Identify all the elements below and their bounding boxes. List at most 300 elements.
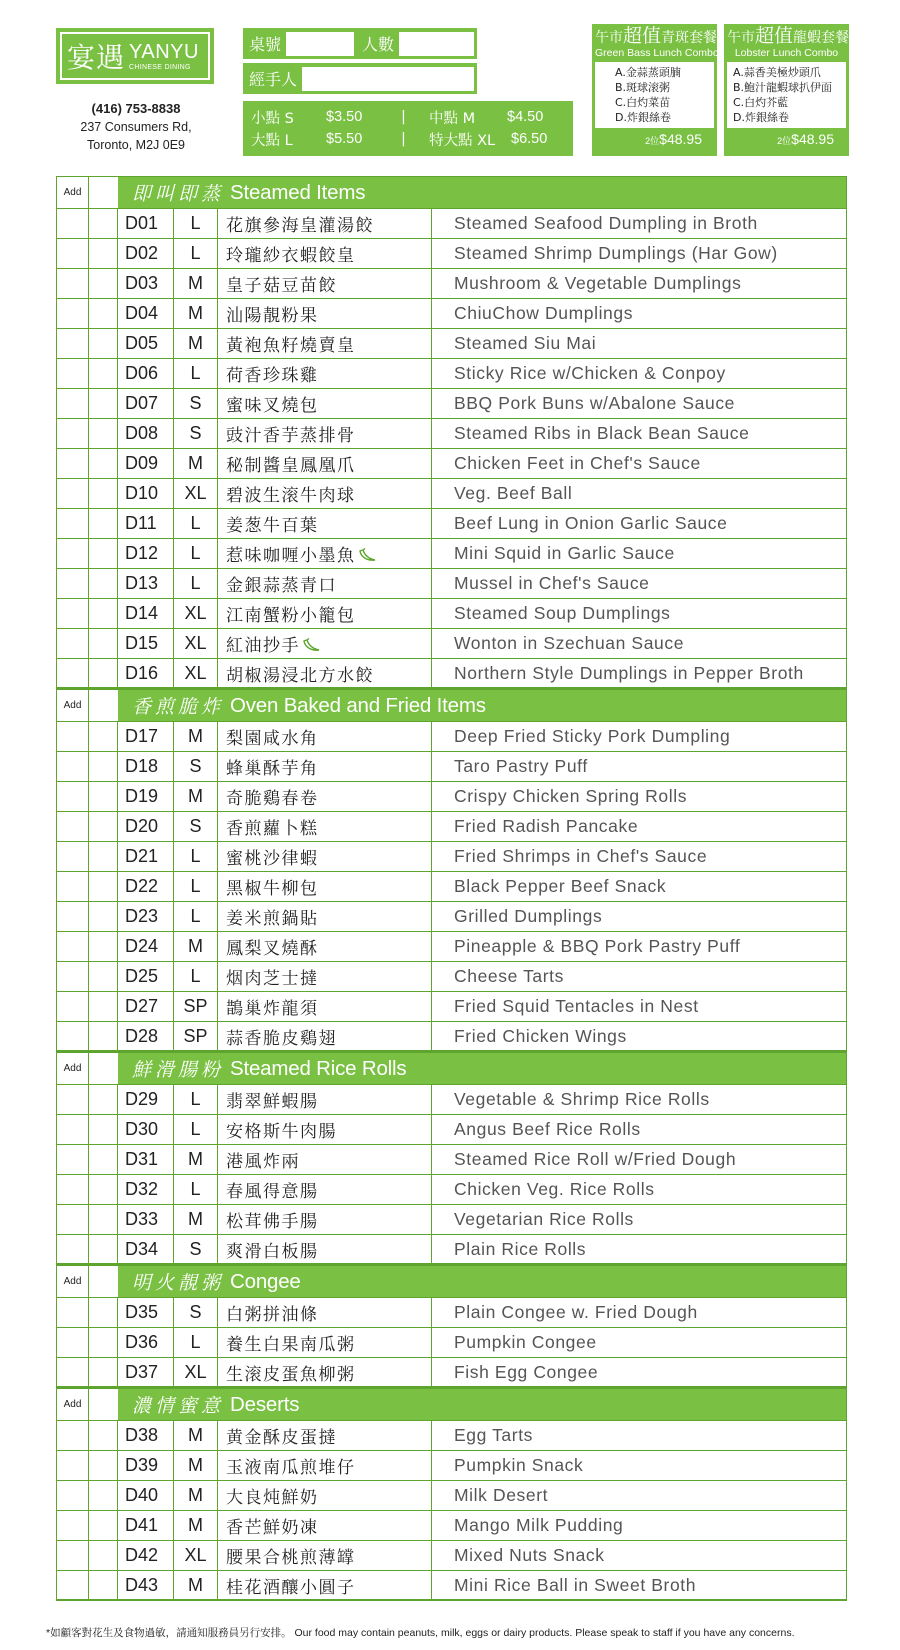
item-code: D31 xyxy=(118,1145,174,1174)
section-title-english: Steamed Rice Rolls xyxy=(230,1056,407,1080)
section-title-bar xyxy=(118,690,846,721)
item-code: D07 xyxy=(118,389,174,418)
check-cell[interactable] xyxy=(89,1451,118,1480)
size-price: $3.50 xyxy=(326,109,363,125)
people-count-field[interactable] xyxy=(399,32,474,56)
combo-item: D.炸銀絲卷 xyxy=(733,111,789,124)
section-title-bar xyxy=(118,177,846,208)
add-quantity-cell[interactable] xyxy=(57,569,89,598)
item-name-chinese xyxy=(218,269,432,298)
item-code: D03 xyxy=(118,269,174,298)
check-cell[interactable] xyxy=(89,932,118,961)
menu-item-row xyxy=(56,782,847,812)
item-code: D02 xyxy=(118,239,174,268)
add-quantity-cell[interactable] xyxy=(57,1541,89,1570)
item-name-english: Steamed Rice Roll w/Fried Dough xyxy=(454,1149,737,1169)
menu-table xyxy=(56,176,847,1601)
add-quantity-cell[interactable] xyxy=(57,962,89,991)
item-size: S xyxy=(174,812,218,841)
section-add-label: Add xyxy=(57,1053,89,1084)
size-price: $4.50 xyxy=(507,109,544,125)
add-quantity-cell[interactable] xyxy=(57,992,89,1021)
menu-item-row xyxy=(56,269,847,299)
item-code: D33 xyxy=(118,1205,174,1234)
item-name-chinese-text: 胡椒湯浸北方水餃 xyxy=(226,665,374,686)
item-name-english: Fried Squid Tentacles in Nest xyxy=(454,996,699,1016)
add-quantity-cell[interactable] xyxy=(57,269,89,298)
add-quantity-cell[interactable] xyxy=(57,239,89,268)
combo-item: A.蒜香美極炒頭爪 xyxy=(733,66,821,79)
item-name-english: Beef Lung in Onion Garlic Sauce xyxy=(454,513,728,533)
check-cell[interactable] xyxy=(89,1511,118,1540)
pepper-icon xyxy=(302,637,322,651)
add-quantity-cell[interactable] xyxy=(57,722,89,751)
item-name-english: Pumpkin Snack xyxy=(454,1455,584,1475)
item-name-chinese xyxy=(218,872,432,901)
address-line-1: 237 Consumers Rd, xyxy=(80,120,192,134)
item-name-chinese xyxy=(218,209,432,238)
item-name-english: Plain Congee w. Fried Dough xyxy=(454,1302,698,1322)
add-quantity-cell[interactable] xyxy=(57,1085,89,1114)
item-name-english: Cheese Tarts xyxy=(454,966,564,986)
item-name-chinese-text: 姜米煎鍋貼 xyxy=(226,909,319,929)
item-size: L xyxy=(174,1115,218,1144)
item-code: D39 xyxy=(118,1451,174,1480)
item-code: D04 xyxy=(118,299,174,328)
item-size: M xyxy=(174,1145,218,1174)
item-size: M xyxy=(174,1421,218,1450)
item-name-chinese-text: 奇脆鷄春卷 xyxy=(226,789,319,809)
add-quantity-cell[interactable] xyxy=(57,1115,89,1144)
size-name: 特大點 XL xyxy=(429,132,496,149)
menu-item-row xyxy=(56,1085,847,1115)
check-cell[interactable] xyxy=(89,722,118,751)
add-quantity-cell[interactable] xyxy=(57,1328,89,1357)
check-cell[interactable] xyxy=(89,1022,118,1050)
menu-item-row xyxy=(56,599,847,629)
item-name-chinese xyxy=(218,509,432,538)
item-name-chinese-text: 松茸佛手腸 xyxy=(226,1212,319,1232)
check-cell[interactable] xyxy=(89,599,118,628)
section-check-cell xyxy=(89,1266,118,1297)
item-name-english: Mini Squid in Garlic Sauce xyxy=(454,543,675,563)
item-name-chinese-text: 紅油抄手 xyxy=(226,636,300,656)
check-cell[interactable] xyxy=(89,992,118,1021)
item-name-chinese xyxy=(218,902,432,931)
check-cell[interactable] xyxy=(89,1541,118,1570)
item-code: D10 xyxy=(118,479,174,508)
add-quantity-cell[interactable] xyxy=(57,812,89,841)
item-size: M xyxy=(174,1481,218,1510)
item-size: L xyxy=(174,872,218,901)
item-name-chinese xyxy=(218,479,432,508)
combo-title-suffix: 龍蝦套餐 xyxy=(793,30,850,46)
item-name-chinese-text: 蜜味叉燒包 xyxy=(226,396,319,416)
item-name-chinese xyxy=(218,842,432,871)
item-name-english: Fish Egg Congee xyxy=(454,1361,599,1382)
item-size: M xyxy=(174,722,218,751)
item-name-english: Steamed Siu Mai xyxy=(454,333,597,353)
item-code: D37 xyxy=(118,1358,174,1386)
menu-item-row xyxy=(56,299,847,329)
combo-title-highlight: 超值 xyxy=(623,25,662,47)
add-quantity-cell[interactable] xyxy=(57,1145,89,1174)
item-code: D29 xyxy=(118,1085,174,1114)
item-name-chinese xyxy=(218,569,432,598)
check-cell[interactable] xyxy=(89,629,118,658)
item-size: SP xyxy=(174,992,218,1021)
item-code: D41 xyxy=(118,1511,174,1540)
add-quantity-cell[interactable] xyxy=(57,1205,89,1234)
menu-item-row xyxy=(56,1358,847,1388)
add-quantity-cell[interactable] xyxy=(57,539,89,568)
item-name-chinese-text: 生滚皮蛋魚柳粥 xyxy=(226,1364,356,1385)
item-name-chinese xyxy=(218,1145,432,1174)
item-name-chinese-text: 蜂巢酥芋角 xyxy=(226,759,319,779)
check-cell[interactable] xyxy=(89,569,118,598)
item-name-chinese xyxy=(218,659,432,687)
menu-item-row xyxy=(56,329,847,359)
check-cell[interactable] xyxy=(89,842,118,871)
item-name-chinese-text: 安格斯牛肉腸 xyxy=(226,1122,337,1142)
section-title-english: Steamed Items xyxy=(230,180,366,204)
item-name-english: Vegetarian Rice Rolls xyxy=(454,1209,634,1229)
add-quantity-cell[interactable] xyxy=(57,1451,89,1480)
item-name-english: Mushroom & Vegetable Dumplings xyxy=(454,273,742,293)
item-name-chinese-text: 腰果合桃煎薄罉 xyxy=(226,1548,356,1568)
item-name-chinese xyxy=(218,1022,432,1050)
menu-item-row xyxy=(56,1298,847,1328)
check-cell[interactable] xyxy=(89,1328,118,1357)
item-name-chinese-text: 養生白果南瓜粥 xyxy=(226,1335,356,1355)
item-name-chinese xyxy=(218,449,432,478)
section-title-chinese: 香煎脆炸 xyxy=(132,696,225,718)
item-code: D42 xyxy=(118,1541,174,1570)
item-name-english: ChiuChow Dumplings xyxy=(454,303,634,323)
item-name-chinese xyxy=(218,962,432,991)
item-size: L xyxy=(174,1328,218,1357)
add-quantity-cell[interactable] xyxy=(57,389,89,418)
item-name-english: Wonton in Szechuan Sauce xyxy=(454,633,685,653)
size-large xyxy=(251,129,401,150)
check-cell[interactable] xyxy=(89,872,118,901)
add-quantity-cell[interactable] xyxy=(57,1298,89,1327)
add-quantity-cell[interactable] xyxy=(57,479,89,508)
menu-item-row xyxy=(56,539,847,569)
add-quantity-cell[interactable] xyxy=(57,1481,89,1510)
item-size: L xyxy=(174,1085,218,1114)
add-quantity-cell[interactable] xyxy=(57,329,89,358)
item-name-english: Pumpkin Congee xyxy=(454,1332,597,1352)
item-code: D12 xyxy=(118,539,174,568)
item-name-chinese xyxy=(218,992,432,1021)
section-add-label: Add xyxy=(57,1266,89,1297)
combo-item-list xyxy=(595,62,714,128)
add-quantity-cell[interactable] xyxy=(57,752,89,781)
check-cell[interactable] xyxy=(89,239,118,268)
item-name-chinese xyxy=(218,1328,432,1357)
item-size: S xyxy=(174,1298,218,1327)
item-code: D08 xyxy=(118,419,174,448)
add-quantity-cell[interactable] xyxy=(57,932,89,961)
item-name-chinese-text: 香煎蘿卜糕 xyxy=(226,819,319,839)
item-name-chinese-text: 玉液南瓜煎堆仔 xyxy=(226,1458,356,1478)
section-check-cell xyxy=(89,690,118,721)
item-name-chinese-text: 鵲巢炸龍須 xyxy=(226,999,319,1019)
item-code: D05 xyxy=(118,329,174,358)
item-name-english: Egg Tarts xyxy=(454,1425,534,1445)
logo-frame xyxy=(60,32,210,80)
add-quantity-cell[interactable] xyxy=(57,782,89,811)
section-title-chinese: 明火靚粥 xyxy=(132,1272,225,1294)
combo-subtitle: Green Bass Lunch Combo xyxy=(595,47,719,59)
add-quantity-cell[interactable] xyxy=(57,209,89,238)
combo-item: B.斑球滚粥 xyxy=(615,81,671,94)
section-check-cell xyxy=(89,177,118,208)
item-name-chinese-text: 玲瓏紗衣蝦餃皇 xyxy=(226,246,356,266)
check-cell[interactable] xyxy=(89,1298,118,1327)
menu-item-row xyxy=(56,629,847,659)
section-title-chinese: 濃情蜜意 xyxy=(132,1395,225,1417)
item-code: D32 xyxy=(118,1175,174,1204)
item-name-english: Mini Rice Ball in Sweet Broth xyxy=(454,1574,697,1595)
server-row xyxy=(243,63,477,94)
menu-item-row xyxy=(56,449,847,479)
check-cell[interactable] xyxy=(89,752,118,781)
section-header xyxy=(56,1388,847,1421)
add-quantity-cell[interactable] xyxy=(57,902,89,931)
check-cell[interactable] xyxy=(89,389,118,418)
item-code: D11 xyxy=(118,509,174,538)
item-name-chinese-text: 黃袍魚籽燒賣皇 xyxy=(226,336,356,356)
check-cell[interactable] xyxy=(89,1358,118,1386)
item-name-english: Steamed Shrimp Dumplings (Har Gow) xyxy=(454,243,778,263)
add-quantity-cell[interactable] xyxy=(57,299,89,328)
size-extra-large xyxy=(429,129,547,150)
add-quantity-cell[interactable] xyxy=(57,842,89,871)
add-quantity-cell[interactable] xyxy=(57,509,89,538)
item-name-chinese-text: 黄金酥皮蛋撻 xyxy=(226,1428,337,1448)
check-cell[interactable] xyxy=(89,1571,118,1599)
item-size: XL xyxy=(174,479,218,508)
check-cell[interactable] xyxy=(89,659,118,687)
item-size: M xyxy=(174,1451,218,1480)
check-cell[interactable] xyxy=(89,812,118,841)
item-name-chinese xyxy=(218,1205,432,1234)
item-name-english: Chicken Veg. Rice Rolls xyxy=(454,1179,655,1199)
item-name-chinese-text: 碧波生滚牛肉球 xyxy=(226,486,356,506)
item-code: D14 xyxy=(118,599,174,628)
section-title-bar xyxy=(118,1389,846,1420)
combo-item: A.金蒜蒸頭腩 xyxy=(615,66,681,79)
section-check-cell xyxy=(89,1389,118,1420)
section-title-english: Deserts xyxy=(230,1392,300,1416)
combo-subtitle: Lobster Lunch Combo xyxy=(734,47,839,59)
item-name-english: Fried Shrimps in Chef's Sauce xyxy=(454,846,708,866)
order-form xyxy=(243,28,477,98)
check-cell[interactable] xyxy=(89,902,118,931)
check-cell[interactable] xyxy=(89,269,118,298)
server-label: 經手人 xyxy=(249,70,298,89)
item-code: D25 xyxy=(118,962,174,991)
item-size: XL xyxy=(174,659,218,687)
check-cell[interactable] xyxy=(89,1175,118,1204)
size-name: 中點 M xyxy=(429,110,476,127)
check-cell[interactable] xyxy=(89,479,118,508)
size-price: $5.50 xyxy=(326,131,363,147)
section-title-chinese: 鮮滑腸粉 xyxy=(132,1059,225,1081)
menu-item-row xyxy=(56,902,847,932)
check-cell[interactable] xyxy=(89,539,118,568)
item-code: D17 xyxy=(118,722,174,751)
item-name-english: Mussel in Chef's Sauce xyxy=(454,573,650,593)
add-quantity-cell[interactable] xyxy=(57,659,89,687)
item-code: D13 xyxy=(118,569,174,598)
size-separator: | xyxy=(401,109,406,125)
add-quantity-cell[interactable] xyxy=(57,1175,89,1204)
add-quantity-cell[interactable] xyxy=(57,1421,89,1450)
menu-item-row xyxy=(56,239,847,269)
check-cell[interactable] xyxy=(89,449,118,478)
add-quantity-cell[interactable] xyxy=(57,599,89,628)
table-number-field[interactable] xyxy=(286,32,354,56)
item-name-chinese xyxy=(218,1358,432,1386)
size-name: 大點 L xyxy=(251,132,293,149)
item-size: M xyxy=(174,782,218,811)
check-cell[interactable] xyxy=(89,209,118,238)
add-quantity-cell[interactable] xyxy=(57,1235,89,1263)
add-quantity-cell[interactable] xyxy=(57,1571,89,1599)
section-add-label: Add xyxy=(57,690,89,721)
item-name-chinese-text: 花旗參海皇灌湯餃 xyxy=(226,216,374,236)
add-quantity-cell[interactable] xyxy=(57,1511,89,1540)
item-name-chinese xyxy=(218,629,432,658)
item-code: D36 xyxy=(118,1328,174,1357)
address-line-2: Toronto, M2J 0E9 xyxy=(87,138,185,152)
item-name-chinese-text: 蜜桃沙律蝦 xyxy=(226,849,319,869)
size-name: 小點 S xyxy=(251,110,294,127)
combo-price-value: $48.95 xyxy=(791,131,834,147)
combo-item-list xyxy=(727,62,846,128)
item-code: D38 xyxy=(118,1421,174,1450)
item-size: M xyxy=(174,1511,218,1540)
item-name-english: Chicken Feet in Chef's Sauce xyxy=(454,453,701,473)
add-quantity-cell[interactable] xyxy=(57,419,89,448)
menu-item-row xyxy=(56,1235,847,1265)
menu-item-row xyxy=(56,1481,847,1511)
menu-item-row xyxy=(56,1571,847,1601)
combo-title xyxy=(727,25,850,47)
item-name-chinese-text: 皇子菇豆苗餃 xyxy=(226,276,337,296)
item-size: XL xyxy=(174,629,218,658)
item-name-chinese xyxy=(218,1085,432,1114)
add-quantity-cell[interactable] xyxy=(57,629,89,658)
item-name-english: Milk Desert xyxy=(454,1485,549,1505)
item-name-chinese xyxy=(218,1298,432,1327)
contact-info xyxy=(56,100,216,154)
pepper-icon xyxy=(358,547,378,561)
check-cell[interactable] xyxy=(89,1145,118,1174)
item-size: M xyxy=(174,1571,218,1599)
item-name-chinese-text: 爽滑白板腸 xyxy=(226,1241,319,1262)
item-code: D28 xyxy=(118,1022,174,1050)
green-bass-combo xyxy=(592,24,717,156)
item-size: L xyxy=(174,509,218,538)
item-code: D40 xyxy=(118,1481,174,1510)
menu-item-row xyxy=(56,992,847,1022)
check-cell[interactable] xyxy=(89,962,118,991)
combo-price xyxy=(595,128,714,152)
item-name-english: Black Pepper Beef Snack xyxy=(454,876,667,896)
item-name-chinese-text: 翡翠鮮蝦腸 xyxy=(226,1092,319,1112)
section-title-english: Congee xyxy=(230,1269,301,1293)
section-header xyxy=(56,1265,847,1298)
item-name-chinese-text: 烟肉芝士撻 xyxy=(226,969,319,989)
item-name-chinese xyxy=(218,1541,432,1570)
section-title-chinese: 即叫即蒸 xyxy=(132,183,225,205)
item-size: L xyxy=(174,842,218,871)
item-size: M xyxy=(174,329,218,358)
section-add-label: Add xyxy=(57,177,89,208)
item-size: SP xyxy=(174,1022,218,1050)
item-name-english: Steamed Soup Dumplings xyxy=(454,603,671,623)
logo-english-name: YANYU xyxy=(129,40,199,63)
menu-item-row xyxy=(56,1451,847,1481)
add-quantity-cell[interactable] xyxy=(57,1022,89,1050)
size-price-row xyxy=(251,106,565,128)
menu-item-row xyxy=(56,1328,847,1358)
server-field[interactable] xyxy=(302,67,474,91)
check-cell[interactable] xyxy=(89,782,118,811)
item-name-chinese xyxy=(218,1451,432,1480)
logo-chinese-name: 宴遇 xyxy=(67,41,126,74)
item-name-chinese xyxy=(218,1175,432,1204)
check-cell[interactable] xyxy=(89,419,118,448)
allergy-footnote: *如顧客對花生及食物過敏，請通知服務員另行安排。 Our food may contain peanuts, milk, eggs or dairy products. Please speak to staff if you have any concerns. xyxy=(46,1627,795,1639)
item-name-english: Crispy Chicken Spring Rolls xyxy=(454,786,688,806)
check-cell[interactable] xyxy=(89,1085,118,1114)
add-quantity-cell[interactable] xyxy=(57,1358,89,1386)
add-quantity-cell[interactable] xyxy=(57,872,89,901)
menu-item-row xyxy=(56,209,847,239)
check-cell[interactable] xyxy=(89,359,118,388)
item-name-chinese-text: 金銀蒜蒸青口 xyxy=(226,576,337,596)
menu-item-row xyxy=(56,962,847,992)
check-cell[interactable] xyxy=(89,1205,118,1234)
check-cell[interactable] xyxy=(89,509,118,538)
check-cell[interactable] xyxy=(89,1235,118,1263)
check-cell[interactable] xyxy=(89,1115,118,1144)
item-code: D34 xyxy=(118,1235,174,1263)
table-number-label: 桌號 xyxy=(249,35,282,54)
item-name-chinese xyxy=(218,1421,432,1450)
item-size: S xyxy=(174,419,218,448)
item-name-chinese xyxy=(218,1571,432,1599)
item-size: M xyxy=(174,932,218,961)
item-name-english: Pineapple & BBQ Pork Pastry Puff xyxy=(454,936,741,956)
check-cell[interactable] xyxy=(89,329,118,358)
check-cell[interactable] xyxy=(89,1481,118,1510)
check-cell[interactable] xyxy=(89,1421,118,1450)
item-name-english: Veg. Beef Ball xyxy=(454,483,573,503)
add-quantity-cell[interactable] xyxy=(57,359,89,388)
check-cell[interactable] xyxy=(89,299,118,328)
item-name-chinese-text: 鳳梨叉燒酥 xyxy=(226,939,319,959)
item-size: L xyxy=(174,239,218,268)
section-header xyxy=(56,176,847,209)
add-quantity-cell[interactable] xyxy=(57,449,89,478)
combo-item: C.白灼芥藍 xyxy=(733,96,789,109)
